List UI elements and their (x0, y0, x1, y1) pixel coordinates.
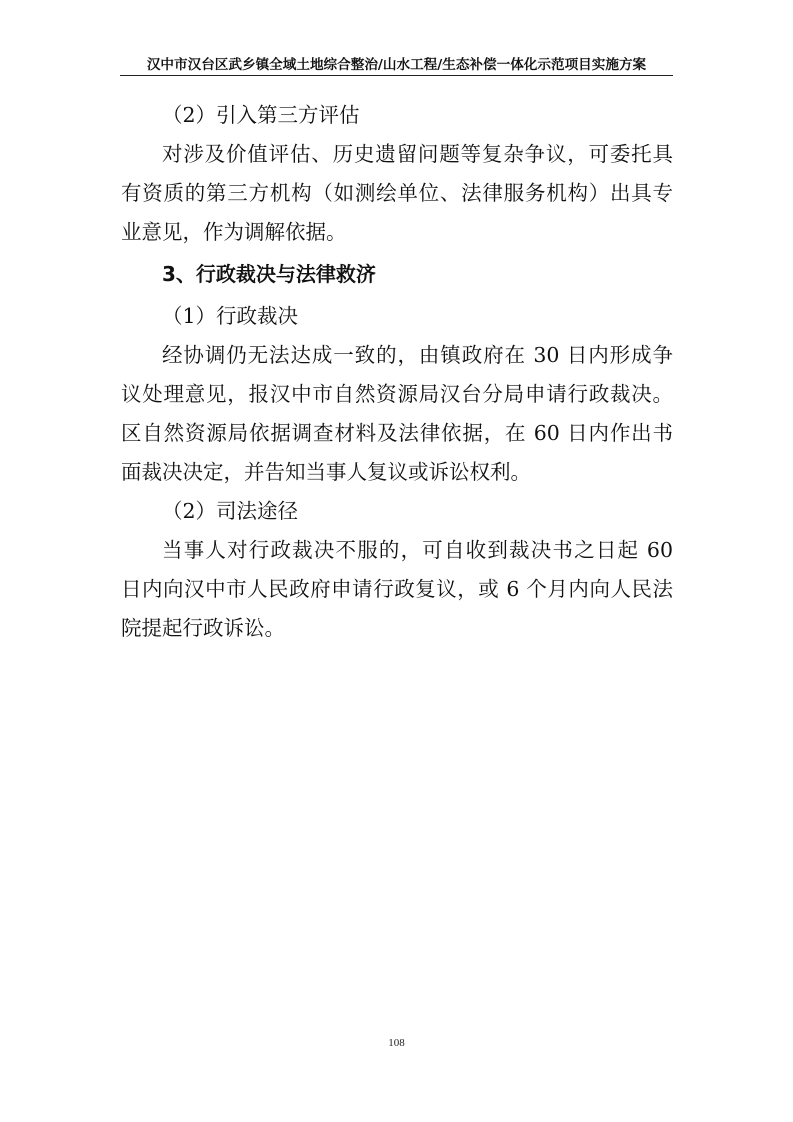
subsection-heading-administrative-ruling: （1）行政裁决 (162, 304, 299, 328)
paragraph-line: 当事人对行政裁决不服的，可自收到裁决书之日起 60 (162, 538, 673, 562)
paragraph-line: 对涉及价值评估、历史遗留问题等复杂争议，可委托具 (162, 142, 673, 166)
paragraph-line: 区自然资源局依据调查材料及法律依据，在 60 日内作出书 (121, 421, 673, 445)
paragraph-line: 有资质的第三方机构（如测绘单位、法律服务机构）出具专 (121, 181, 673, 205)
paragraph-administrative-ruling (121, 336, 673, 492)
header-rule (120, 75, 673, 76)
paragraph-line: 经协调仍无法达成一致的，由镇政府在 30 日内形成争 (162, 343, 673, 367)
paragraph-line: 面裁决决定，并告知当事人复议或诉讼权利。 (121, 460, 531, 484)
paragraph-line: 院提起行政诉讼。 (121, 616, 285, 640)
page-body (121, 96, 673, 648)
paragraph-line: 业意见，作为调解依据。 (121, 220, 347, 244)
running-header: 汉中市汉台区武乡镇全域土地综合整治/山水工程/生态补偿一体化示范项目实施方案 (146, 57, 647, 73)
paragraph-third-party-assessment (121, 135, 673, 252)
subsection-heading-judicial-channel: （2）司法途径 (162, 499, 299, 523)
paragraph-judicial-channel (121, 531, 673, 648)
section-heading-administrative-ruling-and-legal-remedy: 3、行政裁决与法律救济 (162, 262, 376, 286)
page-number: 108 (388, 1037, 405, 1049)
subsection-heading-third-party-assessment: （2）引入第三方评估 (162, 103, 360, 127)
paragraph-line: 议处理意见，报汉中市自然资源局汉台分局申请行政裁决。 (121, 382, 673, 406)
paragraph-line: 日内向汉中市人民政府申请行政复议，或 6 个月内向人民法 (121, 577, 673, 601)
